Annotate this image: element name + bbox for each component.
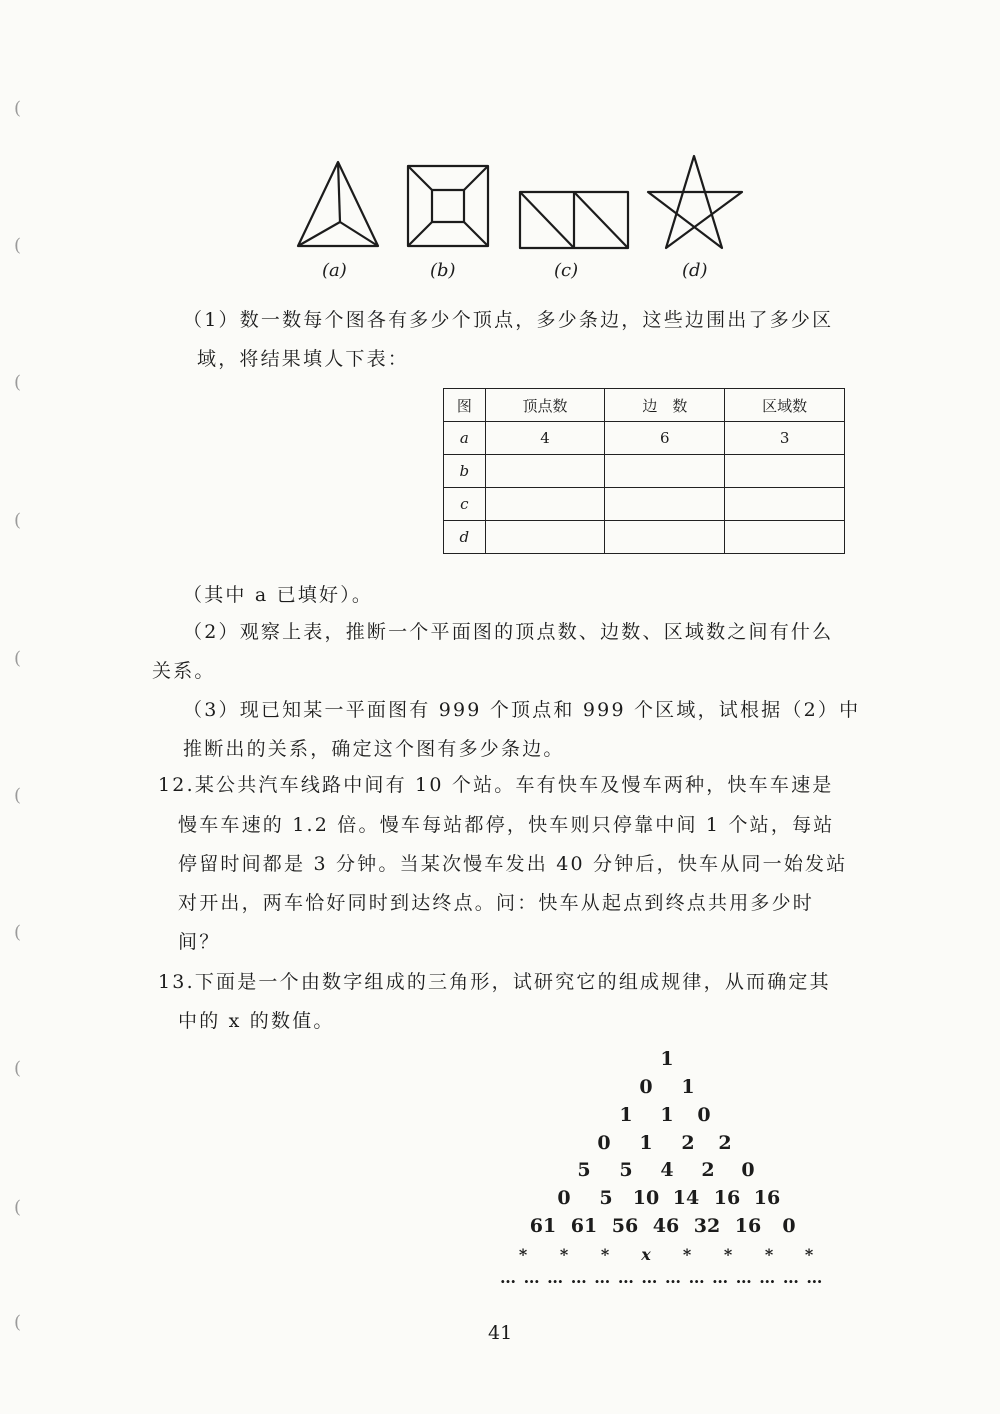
triangle-cell: * xyxy=(682,1245,692,1264)
triangle-cell: * xyxy=(518,1245,528,1264)
row-label: b xyxy=(444,455,486,488)
triangle-cell: 32 xyxy=(693,1215,721,1237)
cell-edges: 6 xyxy=(605,422,725,455)
figure-d-label: (d) xyxy=(682,260,708,281)
binder-mark: ( xyxy=(14,510,22,531)
figure-b xyxy=(408,166,488,246)
triangle-cell: 10 xyxy=(632,1187,660,1209)
binder-mark: ( xyxy=(14,98,22,119)
header-edges: 边 数 xyxy=(605,389,725,422)
binder-mark: ( xyxy=(14,1197,22,1218)
figure-group xyxy=(290,150,760,290)
q12-line5: 间？ xyxy=(178,931,221,953)
table-row xyxy=(444,521,845,554)
part2-line1: （2）观察上表，推断一个平面图的顶点数、边数、区域数之间有什么 xyxy=(183,621,834,643)
figure-a xyxy=(298,162,378,246)
triangle-cell: 46 xyxy=(652,1215,680,1237)
binder-mark: ( xyxy=(14,648,22,669)
table-row xyxy=(444,455,845,488)
cell-regions: 3 xyxy=(725,422,845,455)
figure-c-label: (c) xyxy=(554,260,579,281)
figure-d xyxy=(648,156,742,248)
triangle-cell: 1 xyxy=(660,1048,674,1070)
cell-edges xyxy=(605,455,725,488)
part1-line2: 域，将结果填人下表： xyxy=(197,348,410,370)
binder-mark: ( xyxy=(14,1312,22,1333)
triangle-cell: 61 xyxy=(570,1215,598,1237)
triangle-cell: * xyxy=(559,1245,569,1264)
q12-line3: 停留时间都是 3 分钟。当某次慢车发出 40 分钟后，快车从同一始发站 xyxy=(178,853,848,875)
triangle-cell: 4 xyxy=(660,1159,674,1181)
q13-line1: 13.下面是一个由数字组成的三角形，试研究它的组成规律，从而确定其 xyxy=(158,971,831,993)
part1-line1: （1）数一数每个图各有多少个顶点，多少条边，这些边围出了多少区 xyxy=(183,309,834,331)
cell-regions xyxy=(725,455,845,488)
triangle-cell: 16 xyxy=(734,1215,762,1237)
triangle-cell: 1 xyxy=(681,1076,695,1098)
triangle-cell: * xyxy=(764,1245,774,1264)
table-row xyxy=(444,488,845,521)
figure-c xyxy=(520,192,628,248)
triangle-cell: 5 xyxy=(619,1159,633,1181)
cell-vertices xyxy=(485,455,605,488)
triangle-cell: 0 xyxy=(557,1187,571,1209)
binder-mark: ( xyxy=(14,235,22,256)
figure-a-label: (a) xyxy=(322,260,347,281)
cell-vertices xyxy=(485,488,605,521)
header-figure: 图 xyxy=(444,389,486,422)
header-regions: 区域数 xyxy=(725,389,845,422)
triangle-cell: 0 xyxy=(639,1076,653,1098)
row-label: d xyxy=(444,521,486,554)
part3-line2: 推断出的关系，确定这个图有多少条边。 xyxy=(183,738,565,760)
triangle-cell: 2 xyxy=(718,1132,732,1154)
binder-mark: ( xyxy=(14,922,22,943)
q12-line4: 对开出，两车恰好同时到达终点。问：快车从起点到终点共用多少时 xyxy=(178,892,815,914)
triangle-cell: 61 xyxy=(529,1215,557,1237)
triangle-cell: 2 xyxy=(681,1132,695,1154)
triangle-cell: 1 xyxy=(639,1132,653,1154)
table-row xyxy=(444,422,845,455)
cell-edges xyxy=(605,521,725,554)
binder-mark: ( xyxy=(14,785,22,806)
page-number: 41 xyxy=(488,1322,513,1344)
triangle-cell: * xyxy=(804,1245,814,1264)
triangle-cell: 14 xyxy=(672,1187,700,1209)
header-vertices: 顶点数 xyxy=(485,389,605,422)
q12-line2: 慢车车速的 1.2 倍。慢车每站都停，快车则只停靠中间 1 个站，每站 xyxy=(178,814,835,836)
cell-edges xyxy=(605,488,725,521)
figures-svg xyxy=(290,150,760,260)
figure-b-label: (b) xyxy=(430,260,456,281)
cell-regions xyxy=(725,488,845,521)
part2-line2: 关系。 xyxy=(152,660,216,682)
triangle-cell: 1 xyxy=(619,1104,633,1126)
table-note: （其中 a 已填好）。 xyxy=(183,584,374,606)
triangle-cell: x xyxy=(641,1245,651,1264)
triangle-cell: 56 xyxy=(611,1215,639,1237)
row-label: a xyxy=(444,422,486,455)
q12-line1: 12.某公共汽车线路中间有 10 个站。车有快车及慢车两种，快车车速是 xyxy=(158,774,834,796)
triangle-cell: 16 xyxy=(713,1187,741,1209)
triangle-cell: 5 xyxy=(577,1159,591,1181)
q13-line2: 中的 x 的数值。 xyxy=(178,1010,335,1032)
triangle-cell: 16 xyxy=(753,1187,781,1209)
part3-line1: （3）现已知某一平面图有 999 个顶点和 999 个区域，试根据（2）中 xyxy=(183,699,861,721)
triangle-dots-row: … … … … … … … … … … … … … … xyxy=(500,1268,824,1287)
triangle-cell: 2 xyxy=(701,1159,715,1181)
cell-vertices xyxy=(485,521,605,554)
results-table xyxy=(443,388,845,554)
triangle-cell: * xyxy=(600,1245,610,1264)
triangle-cell: 1 xyxy=(660,1104,674,1126)
triangle-cell: * xyxy=(723,1245,733,1264)
triangle-cell: 0 xyxy=(597,1132,611,1154)
binder-mark: ( xyxy=(14,372,22,393)
triangle-cell: 0 xyxy=(782,1215,796,1237)
triangle-cell: 0 xyxy=(697,1104,711,1126)
binder-mark: ( xyxy=(14,1058,22,1079)
table-header-row xyxy=(444,389,845,422)
triangle-cell: 5 xyxy=(599,1187,613,1209)
cell-vertices: 4 xyxy=(485,422,605,455)
row-label: c xyxy=(444,488,486,521)
cell-regions xyxy=(725,521,845,554)
triangle-cell: 0 xyxy=(741,1159,755,1181)
